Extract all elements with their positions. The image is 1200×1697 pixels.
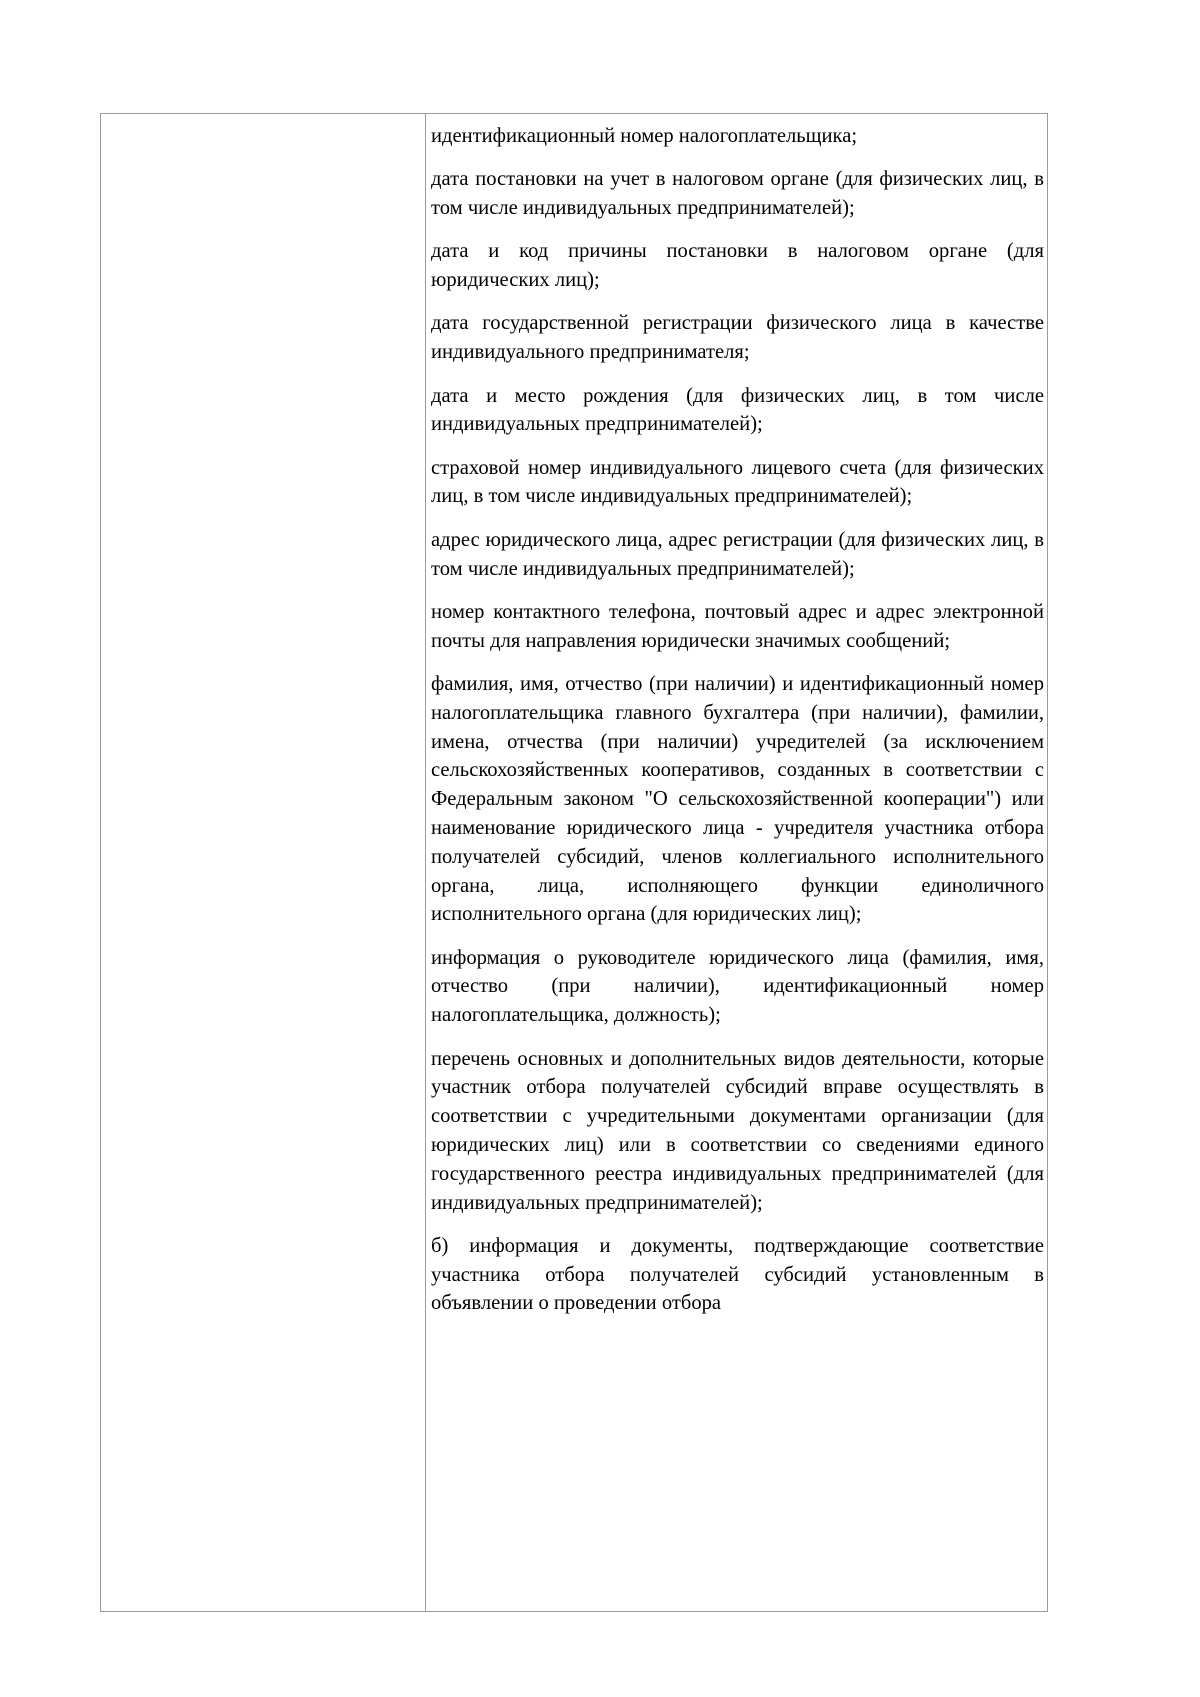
paragraph-activity-types: перечень основных и дополнительных видов деятельности, которые участник отбора получателей субсидий вправе осуществлять в соответствии с учредительными документами организации (для юридических лиц) или в соответствии со сведениями единого государственного реестра индивидуальных предпринимателей (для индивидуальных предпринимателей); [431,1047,1044,1214]
paragraph-address: адрес юридического лица, адрес регистрации (для физических лиц, в том числе индивидуальных предпринимателей); [431,528,1044,580]
paragraph-registration-reason-code: дата и код причины постановки в налоговом органе (для юридических лиц); [431,240,1044,292]
paragraph-item-b: б) информация и документы, подтверждающие соответствие участника отбора получателей субсидий установленным в объявлении о проведении отбора [431,1234,1044,1315]
paragraph-contacts: номер контактного телефона, почтовый адрес и адрес электронной почты для направления юридически значимых сообщений; [431,600,1044,652]
table-left-cell [101,114,426,1611]
paragraph-tax-registration-date: дата постановки на учет в налоговом органе (для физических лиц, в том числе индивидуальных предпринимателей); [431,168,1044,220]
paragraph-director-info: информация о руководителе юридического лица (фамилия, имя, отчество (при наличии), идентификационный номер налогоплательщика, должность); [431,946,1044,1027]
table-right-cell [426,114,1047,1611]
document-table [100,113,1048,1612]
paragraph-inn: идентификационный номер налогоплательщика; [431,125,858,147]
paragraph-founders: фамилия, имя, отчество (при наличии) и идентификационный номер налогоплательщика главного бухгалтера (при наличии), фамилии, имена, отчества (при наличии) учредителей (за исключением сельскохозяйственных кооперативов, созданных в соответствии с Федеральным законом "О сельскохозяйственной кооперации") или наименование юридического лица - учредителя участника отбора получателей субсидий, членов коллегиального исполнительного органа, лица, исполняющего функции единоличного исполнительного органа (для юридических лиц); [431,672,1044,926]
paragraph-birth-date-place: дата и место рождения (для физических лиц, в том числе индивидуальных предпринимателей); [431,384,1044,436]
paragraph-insurance-number: страховой номер индивидуального лицевого счета (для физических лиц, в том числе индивидуальных предпринимателей); [431,456,1044,508]
paragraph-state-registration-date: дата государственной регистрации физического лица в качестве индивидуального предпринимателя; [431,312,1044,364]
